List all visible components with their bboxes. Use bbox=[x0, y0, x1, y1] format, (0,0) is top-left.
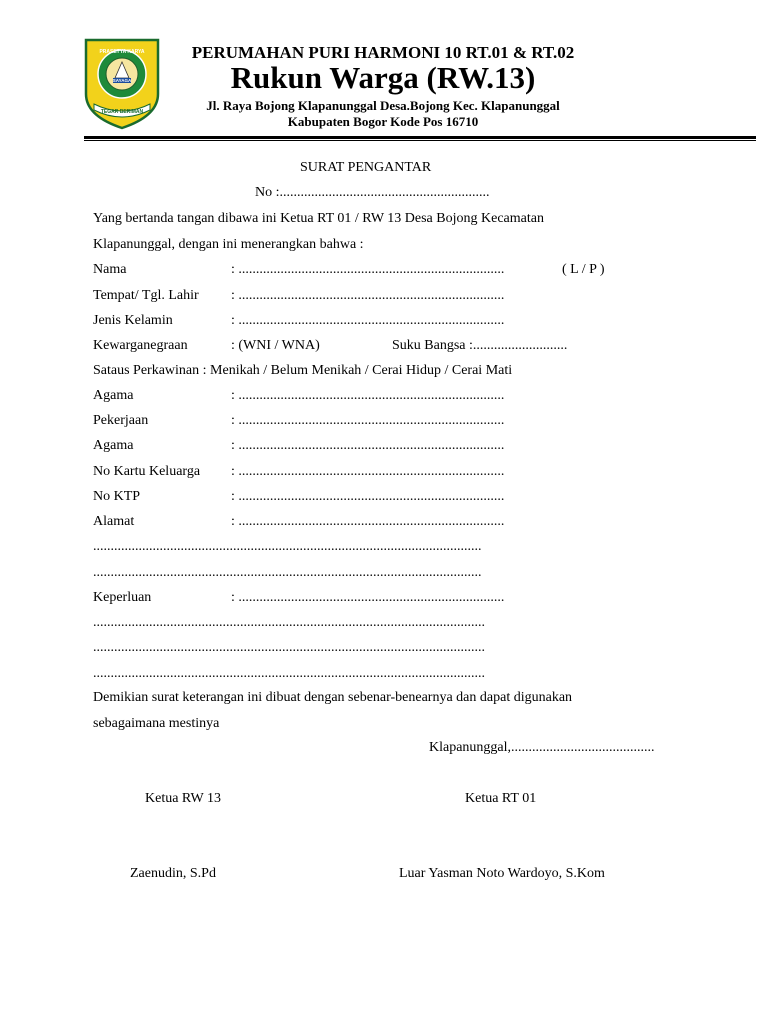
signature-name-rw: Zaenudin, S.Pd bbox=[130, 866, 216, 881]
alamat-continuation-line-1: ............................................................................................................... bbox=[93, 539, 482, 554]
field-label-no-kk: No Kartu Keluarga bbox=[93, 464, 201, 479]
field-dots-no-ktp: : ............................................................................ bbox=[231, 489, 505, 504]
field-dots-keperluan: : ............................................................................ bbox=[231, 590, 505, 605]
header-rule-thick bbox=[84, 136, 756, 139]
place-date: Klapanunggal,......................................... bbox=[429, 740, 655, 755]
field-dots-no-kk: : ............................................................................ bbox=[231, 464, 505, 479]
field-label-agama-2: Agama bbox=[93, 438, 134, 453]
field-dots-pekerjaan: : ............................................................................ bbox=[231, 413, 505, 428]
keperluan-continuation-line-2: ................................................................................................................ bbox=[93, 640, 485, 655]
intro-line-1: Yang bertanda tangan dibawa ini Ketua RT 01 / RW 13 Desa Bojong Kecamatan bbox=[93, 211, 544, 226]
header-rule-thin bbox=[84, 140, 756, 141]
field-label-nama: Nama bbox=[93, 262, 127, 277]
logo-center-text: SAYAGA bbox=[112, 78, 132, 83]
header-regency: Kabupaten Bogor Kode Pos 16710 bbox=[287, 114, 479, 129]
field-dots-alamat: : ............................................................................ bbox=[231, 514, 505, 529]
field-dots-nama: : ............................................................................ bbox=[231, 262, 505, 277]
field-dots-agama: : ............................................................................ bbox=[231, 388, 505, 403]
field-label-pekerjaan: Pekerjaan bbox=[93, 413, 149, 428]
header-address: Jl. Raya Bojong Klapanunggal Desa.Bojong Kec. Klapanunggal bbox=[206, 98, 560, 113]
field-label-agama: Agama bbox=[93, 388, 134, 403]
closing-line-2: sebagaimana mestinya bbox=[93, 716, 220, 731]
field-status-perkawinan: Sataus Perkawinan : Menikah / Belum Menikah / Cerai Hidup / Cerai Mati bbox=[93, 363, 513, 378]
signature-name-rt: Luar Yasman Noto Wardoyo, S.Kom bbox=[399, 866, 605, 881]
regency-logo bbox=[84, 38, 160, 130]
keperluan-continuation-line-3: ................................................................................................................ bbox=[93, 666, 485, 681]
field-label-no-ktp: No KTP bbox=[93, 489, 141, 504]
field-label-alamat: Alamat bbox=[93, 514, 135, 529]
keperluan-continuation-line-1: ................................................................................................................ bbox=[93, 615, 485, 630]
field-dots-tempat: : ............................................................................ bbox=[231, 288, 505, 303]
field-dots-jenis-kelamin: : ............................................................................ bbox=[231, 313, 505, 328]
field-dots-agama-2: : ............................................................................ bbox=[231, 438, 505, 453]
field-label-keperluan: Keperluan bbox=[93, 590, 152, 605]
header-housing-name: PERUMAHAN PURI HARMONI 10 RT.01 & RT.02 bbox=[191, 43, 575, 62]
logo-banner-text: TEGAR BERIMAN bbox=[100, 109, 144, 115]
closing-line-1: Demikian surat keterangan ini dibuat dengan sebenar-benearnya dan dapat digunakan bbox=[93, 690, 573, 705]
signature-title-rt: Ketua RT 01 bbox=[465, 791, 537, 806]
field-label-kewarganegaraan: Kewarganegraan bbox=[93, 338, 188, 353]
alamat-continuation-line-2: ............................................................................................................... bbox=[93, 565, 482, 580]
letter-title: SURAT PENGANTAR bbox=[300, 160, 432, 175]
intro-line-2: Klapanunggal, dengan ini menerangkan bahwa : bbox=[93, 237, 364, 252]
field-value-kewarganegaraan: : (WNI / WNA) bbox=[231, 338, 320, 353]
signature-title-rw: Ketua RW 13 bbox=[145, 791, 221, 806]
field-suku-bangsa: Suku Bangsa :........................... bbox=[392, 338, 568, 353]
header-rw-title: Rukun Warga (RW.13) bbox=[230, 60, 536, 95]
logo-ring-text: PRASETYA KARYA bbox=[99, 49, 145, 55]
field-label-tempat: Tempat/ Tgl. Lahir bbox=[93, 288, 199, 303]
field-gender-option: ( L / P ) bbox=[562, 262, 605, 277]
field-label-jenis-kelamin: Jenis Kelamin bbox=[93, 313, 173, 328]
letter-number: No :............................................................ bbox=[255, 185, 490, 200]
